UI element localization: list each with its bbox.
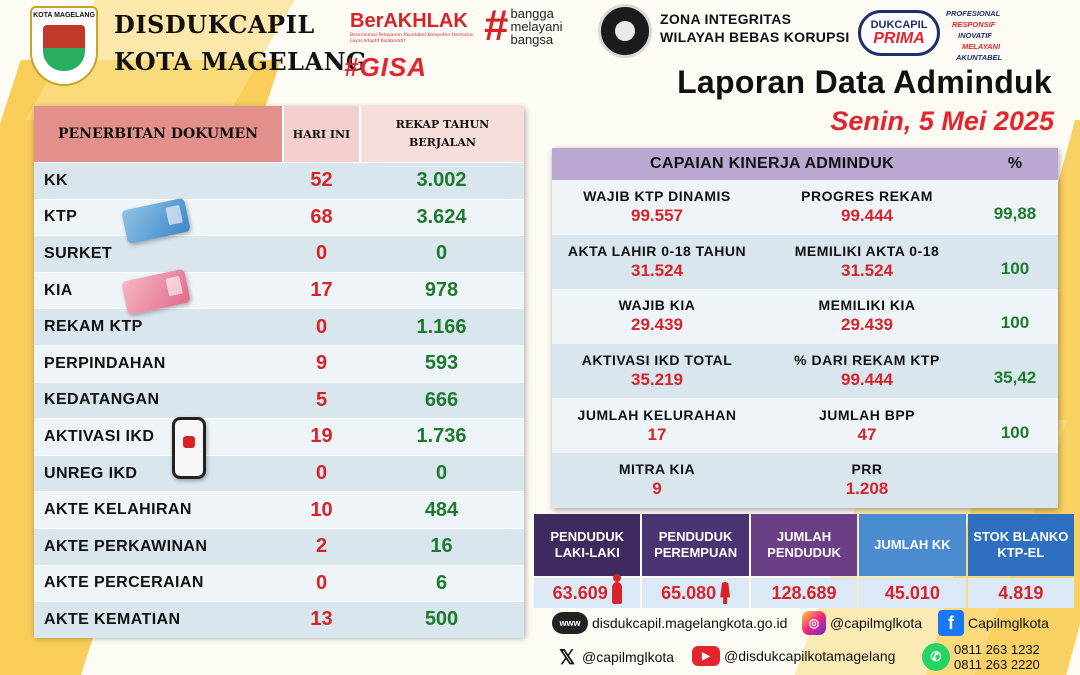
- table-row: [34, 491, 524, 528]
- bangga-line: bangsa: [510, 31, 554, 47]
- kinerja-label: PROGRES REKAM: [801, 188, 933, 205]
- kinerja-cell: [552, 460, 762, 500]
- row-ytd: 3.624: [416, 205, 467, 228]
- kinerja-row: [552, 235, 1058, 290]
- row-label: AKTE KELAHIRAN: [44, 501, 192, 519]
- pop-value-male: [534, 578, 640, 608]
- kinerja-cell: [762, 187, 972, 227]
- row-today: 19: [310, 425, 333, 448]
- table-row: [34, 235, 524, 272]
- table-row: [34, 272, 524, 309]
- pop-value-kk: 45.010: [859, 578, 965, 608]
- row-today: 2: [315, 535, 328, 558]
- population-summary: [534, 514, 1076, 608]
- facebook-text: Capilmglkota: [968, 615, 1049, 631]
- kinerja-value: 31.524: [631, 260, 683, 280]
- population-values: [534, 578, 1076, 608]
- kinerja-cell: [762, 460, 972, 500]
- values-tagline: [946, 8, 1002, 63]
- report-title: Laporan Data Adminduk: [677, 64, 1052, 100]
- table-row: [34, 601, 524, 638]
- row-ytd: 16: [430, 535, 453, 558]
- table-row: [34, 418, 524, 455]
- kinerja-label: WAJIB KIA: [618, 297, 696, 314]
- table-row: [34, 162, 524, 199]
- kinerja-cell: [552, 242, 762, 282]
- row-ytd: 0: [435, 462, 448, 485]
- instagram-link[interactable]: [802, 611, 922, 635]
- row-today: 0: [315, 462, 328, 485]
- dukcapil-prima-logo: [858, 10, 940, 56]
- table-row: [34, 382, 524, 419]
- globe-icon: www: [552, 612, 588, 634]
- youtube-text: @disdukcapilkotamagelang: [724, 648, 896, 664]
- kinerja-label: PRR: [851, 461, 883, 478]
- logo-caption: KOTA MAGELANG: [33, 12, 95, 19]
- instagram-text: @capilmglkota: [830, 615, 923, 631]
- table-row: [34, 565, 524, 602]
- kinerja-cell: [762, 351, 972, 391]
- kinerja-value: 29.439: [841, 315, 893, 335]
- kinerja-label: MEMILIKI KIA: [818, 297, 916, 314]
- whatsapp-numbers: [954, 642, 1040, 672]
- penerbitan-dokumen-table: [34, 106, 524, 636]
- twitter-text: @capilmglkota: [582, 649, 675, 665]
- facebook-link[interactable]: [938, 610, 1049, 636]
- row-ytd: 1.166: [416, 315, 467, 338]
- row-today: 0: [315, 571, 328, 594]
- row-label: KK: [44, 171, 68, 189]
- pop-head-male: PENDUDUK LAKI-LAKI: [534, 514, 640, 576]
- kinerja-value: 17: [647, 424, 667, 444]
- row-label: [34, 419, 282, 455]
- row-label: AKTE PERKAWINAN: [44, 537, 208, 555]
- report-date: Senin, 5 Mei 2025: [830, 106, 1054, 136]
- kinerja-cell: [762, 296, 972, 336]
- table-body: [34, 162, 524, 638]
- bangga-hash: #: [484, 1, 509, 50]
- male-person-icon: [612, 582, 622, 604]
- youtube-link[interactable]: [692, 646, 895, 666]
- kia-card-icon: [121, 268, 191, 315]
- bangga-melayani-logo: [484, 1, 563, 50]
- prima-bottom: PRIMA: [873, 30, 925, 47]
- row-label: REKAM KTP: [44, 318, 143, 336]
- row-ytd: 1.736: [416, 425, 467, 448]
- row-ytd: 978: [424, 279, 459, 302]
- website-link[interactable]: [552, 612, 787, 634]
- row-label: [34, 273, 282, 309]
- kinerja-value: 29.439: [631, 315, 683, 335]
- emblem-icon: [43, 25, 85, 71]
- kinerja-label: MITRA KIA: [618, 461, 696, 478]
- header-dokumen: PENERBITAN DOKUMEN: [34, 106, 282, 162]
- pop-value-female: [642, 578, 748, 608]
- row-today: 68: [310, 205, 333, 228]
- pop-head-kk: JUMLAH KK: [859, 514, 965, 576]
- row-label-text: KTP: [44, 208, 78, 226]
- whatsapp-number: 0811 263 2220: [954, 657, 1040, 672]
- table-header: [34, 106, 524, 162]
- kinerja-row: [552, 398, 1058, 453]
- kinerja-label: JUMLAH BPP: [818, 406, 915, 423]
- row-ytd: 0: [435, 242, 448, 265]
- tagline-item: PROFESIONAL: [946, 9, 1001, 18]
- org-title: [114, 6, 367, 80]
- kinerja-value: 99.557: [631, 206, 683, 226]
- zi-line2: WILAYAH BEBAS KORUPSI: [660, 29, 850, 45]
- zona-integritas-seal-icon: [598, 4, 652, 58]
- row-ytd: 593: [424, 352, 459, 375]
- tagline-item: MELAYANI: [962, 42, 1001, 51]
- row-label-text: AKTIVASI IKD: [44, 427, 155, 445]
- table-row: [34, 345, 524, 382]
- kinerja-row: [552, 180, 1058, 235]
- row-ytd: 484: [424, 498, 459, 521]
- kinerja-label: JUMLAH KELURAHAN: [577, 406, 737, 423]
- x-twitter-icon: 𝕏: [558, 646, 576, 669]
- kinerja-label: MEMILIKI AKTA 0-18: [794, 242, 940, 259]
- prima-top: DUKCAPIL: [870, 19, 928, 31]
- tagline-item: AKUNTABEL: [956, 53, 1003, 62]
- kinerja-value: 35.219: [631, 370, 683, 390]
- kinerja-label: % DARI REKAM KTP: [794, 352, 940, 369]
- whatsapp-icon: ✆: [922, 643, 950, 671]
- row-label: UNREG IKD: [44, 464, 138, 482]
- kinerja-label: WAJIB KTP DINAMIS: [583, 188, 731, 205]
- kinerja-row: [552, 344, 1058, 399]
- row-today: 13: [310, 608, 333, 631]
- berakhlak-subtitle: Berorientasi Pelayanan Akuntabel Kompeten Harmonis Loyal Adaptif Kolaboratif: [350, 33, 474, 44]
- row-label: KEDATANGAN: [44, 391, 160, 409]
- kinerja-value: 47: [857, 424, 877, 444]
- pop-value-total: 128.689: [751, 578, 857, 608]
- pop-head-female: PENDUDUK PEREMPUAN: [642, 514, 748, 576]
- tagline-item: RESPONSIF: [952, 20, 996, 29]
- youtube-icon: ▶: [692, 646, 720, 666]
- kinerja-percent: 99,88: [993, 204, 1037, 224]
- city-emblem-logo: [30, 6, 98, 86]
- kinerja-label: AKTIVASI IKD TOTAL: [581, 352, 733, 369]
- row-today: 10: [310, 498, 333, 521]
- zona-integritas-text: [660, 10, 850, 46]
- kinerja-value: 99.444: [841, 206, 893, 226]
- instagram-icon: ◎: [802, 611, 826, 635]
- header-hari-ini: HARI INI: [284, 106, 359, 162]
- table-row: [34, 455, 524, 492]
- kinerja-label: AKTA LAHIR 0-18 TAHUN: [567, 242, 747, 259]
- row-label: [34, 200, 282, 236]
- bangga-line: melayani: [510, 18, 563, 34]
- kinerja-header: [552, 148, 1058, 180]
- twitter-link[interactable]: [556, 646, 674, 668]
- kinerja-percent: 100: [1000, 313, 1030, 333]
- row-ytd: 666: [424, 388, 459, 411]
- facebook-icon: f: [938, 610, 964, 636]
- row-label: SURKET: [44, 244, 113, 262]
- row-today: 5: [315, 388, 328, 411]
- bangga-line: bangga: [510, 5, 554, 21]
- berakhlak-logo: [350, 10, 480, 45]
- pop-head-total: JUMLAH PENDUDUK: [751, 514, 857, 576]
- row-ytd: 3.002: [416, 169, 467, 192]
- row-today: 17: [310, 279, 333, 302]
- pop-value: 63.609: [552, 582, 608, 603]
- org-title-line1: DISDUKCAPIL: [114, 10, 315, 39]
- population-headers: [534, 514, 1076, 576]
- kinerja-body: [552, 180, 1058, 508]
- kinerja-cell: [552, 187, 762, 227]
- header-rekap: REKAP TAHUN BERJALAN: [361, 106, 524, 162]
- kinerja-value: 31.524: [841, 260, 893, 280]
- kinerja-percent: 100: [1000, 422, 1030, 442]
- pop-value: 65.080: [661, 582, 717, 603]
- kinerja-cell: [762, 406, 972, 446]
- whatsapp-number: 0811 263 1232: [954, 642, 1040, 657]
- row-today: 9: [315, 352, 328, 375]
- gisa-logo: #GISA: [344, 52, 428, 82]
- kinerja-value: 99.444: [841, 370, 893, 390]
- row-label: AKTE PERCERAIAN: [44, 574, 204, 592]
- kinerja-pct-head: %: [1007, 155, 1023, 172]
- kinerja-cell: [762, 242, 972, 282]
- website-text: disdukcapil.magelangkota.go.id: [592, 615, 788, 631]
- row-today: 0: [315, 242, 328, 265]
- zi-line1: ZONA INTEGRITAS: [660, 11, 792, 27]
- female-person-icon: [720, 582, 730, 604]
- kinerja-percent: 35,42: [993, 368, 1037, 388]
- row-label: AKTE KEMATIAN: [44, 610, 181, 628]
- berakhlak-name: BerAKHLAK: [350, 10, 468, 32]
- capaian-kinerja-panel: [552, 148, 1058, 508]
- kinerja-cell: [552, 351, 762, 391]
- row-label-text: KIA: [44, 281, 73, 299]
- kinerja-value: 1.208: [845, 479, 889, 499]
- row-today: 0: [315, 315, 328, 338]
- row-label: PERPINDAHAN: [44, 354, 166, 372]
- kinerja-percent: 100: [1000, 258, 1030, 278]
- kinerja-row: [552, 453, 1058, 508]
- table-row: [34, 199, 524, 236]
- row-today: 52: [310, 169, 333, 192]
- kinerja-cell: [552, 406, 762, 446]
- kinerja-value: 9: [652, 479, 662, 499]
- row-ytd: 6: [435, 571, 448, 594]
- bangga-text: [510, 7, 562, 46]
- kinerja-percent: [972, 473, 1058, 487]
- row-ytd: 500: [424, 608, 459, 631]
- table-row: [34, 308, 524, 345]
- whatsapp-link[interactable]: [922, 642, 1040, 672]
- pop-value-blanko: 4.819: [968, 578, 1074, 608]
- kinerja-cell: [552, 296, 762, 336]
- kinerja-row: [552, 289, 1058, 344]
- pop-head-blanko: STOK BLANKO KTP-EL: [968, 514, 1074, 576]
- tagline-item: INOVATIF: [958, 31, 992, 40]
- org-title-line2: KOTA MAGELANG: [114, 47, 368, 76]
- kinerja-title: CAPAIAN KINERJA ADMINDUK: [650, 155, 894, 172]
- table-row: [34, 528, 524, 565]
